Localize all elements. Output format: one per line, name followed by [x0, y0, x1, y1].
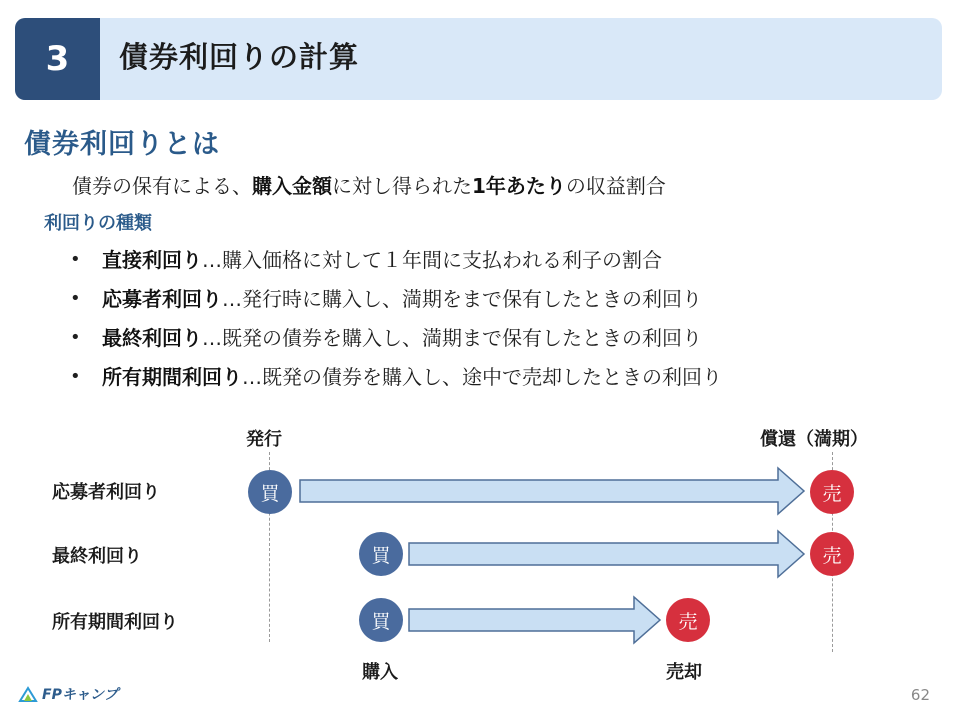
arrow-holding-period-yield [409, 597, 660, 643]
definition-part: に対し得られた [332, 174, 472, 198]
slide-title: 債券利回りの計算 [119, 40, 360, 74]
brand-logo [18, 684, 118, 704]
definition-part: の収益割合 [565, 174, 666, 198]
buy-badge: 買 [359, 598, 403, 642]
bullet-icon: • [70, 249, 81, 270]
bullet-icon: • [70, 366, 81, 387]
arrow-applicant-yield [300, 468, 804, 514]
yield-term: 最終利回り [102, 326, 202, 350]
buy-badge: 買 [359, 532, 403, 576]
buy-badge: 買 [248, 470, 292, 514]
yield-description: …購入価格に対して１年間に支払われる利子の割合 [202, 248, 662, 272]
sell-badge: 売 [810, 532, 854, 576]
definition-emphasis: 購入金額 [252, 174, 332, 198]
yield-term: 応募者利回り [102, 287, 222, 311]
section-title: 債券利回りとは [24, 129, 220, 160]
yield-description: …発行時に購入し、満期をまで保有したときの利回り [222, 287, 702, 311]
definition-part: 債券の保有による、 [72, 174, 252, 198]
purchase-label: 購入 [362, 662, 398, 683]
yield-term: 直接利回り [102, 248, 202, 272]
sale-label: 売却 [666, 662, 702, 683]
redemption-label: 償還（満期） [760, 429, 868, 450]
yield-description: …既発の債券を購入し、途中で売却したときの利回り [242, 365, 722, 389]
definition-emphasis: 1年あたり [472, 174, 566, 198]
bullet-icon: • [70, 327, 81, 348]
bullet-icon: • [70, 288, 81, 309]
logo-text: FPキャンプ [42, 687, 118, 703]
yield-description: …既発の債券を購入し、満期まで保有したときの利回り [202, 326, 702, 350]
section-number: 3 [15, 18, 100, 100]
page-number: 62 [910, 686, 930, 704]
sell-badge: 売 [666, 598, 710, 642]
logo-icon [18, 686, 38, 702]
types-heading: 利回りの種類 [44, 213, 152, 234]
yield-term: 所有期間利回り [102, 365, 242, 389]
sell-badge: 売 [810, 470, 854, 514]
arrow-final-yield [409, 531, 804, 577]
row-label: 所有期間利回り [52, 612, 178, 633]
row-label: 応募者利回り [52, 482, 160, 503]
row-label: 最終利回り [52, 546, 142, 567]
issue-label: 発行 [246, 429, 282, 450]
